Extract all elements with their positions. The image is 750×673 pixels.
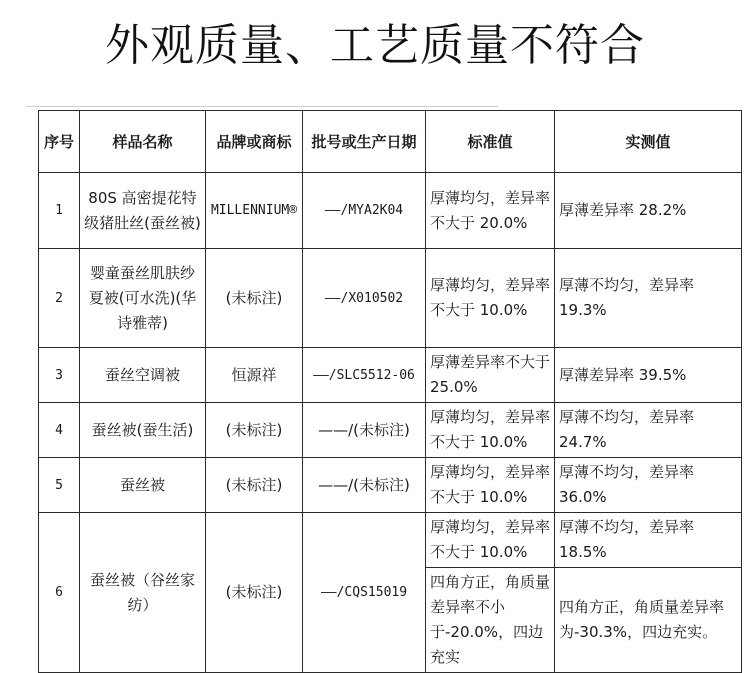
header-brand: 品牌或商标 xyxy=(206,111,303,173)
cell-standard-2: 四角方正，角质量差异率不小于-20.0%，四边充实 xyxy=(426,568,555,673)
cell-name: 蚕丝被(蚕生活) xyxy=(80,403,206,458)
cell-name: 蚕丝被（谷丝家纺） xyxy=(80,513,206,673)
cell-seq: 1 xyxy=(39,173,80,249)
cell-batch: ——/MYA2K04 xyxy=(303,173,426,249)
cell-batch: ——/SLC5512-06 xyxy=(303,348,426,403)
title-divider xyxy=(26,106,498,107)
cell-batch: ——/CQS15019 xyxy=(303,513,426,673)
cell-standard: 厚薄均匀，差异率不大于 10.0% xyxy=(426,513,555,568)
cell-batch: ——/X010502 xyxy=(303,249,426,348)
header-name: 样品名称 xyxy=(80,111,206,173)
cell-standard: 厚薄均匀，差异率不大于 10.0% xyxy=(426,458,555,513)
table-row xyxy=(39,348,742,403)
cell-measured: 厚薄差异率 39.5% xyxy=(555,348,742,403)
cell-brand: 恒源祥 xyxy=(206,348,303,403)
cell-name: 80S 高密提花特级猪肚丝(蚕丝被) xyxy=(80,173,206,249)
cell-measured: 厚薄差异率 28.2% xyxy=(555,173,742,249)
cell-measured: 厚薄不均匀，差异率 24.7% xyxy=(555,403,742,458)
cell-name: 蚕丝空调被 xyxy=(80,348,206,403)
cell-batch: ——/(未标注) xyxy=(303,403,426,458)
cell-brand: (未标注) xyxy=(206,249,303,348)
cell-brand: MILLENNIUM® xyxy=(206,173,303,249)
cell-measured: 厚薄不均匀，差异率 36.0% xyxy=(555,458,742,513)
page-title: 外观质量、工艺质量不符合 xyxy=(105,20,645,71)
cell-seq: 5 xyxy=(39,458,80,513)
cell-measured: 厚薄不均匀，差异率 19.3% xyxy=(555,249,742,348)
cell-seq: 3 xyxy=(39,348,80,403)
table-row xyxy=(39,173,742,249)
cell-seq: 2 xyxy=(39,249,80,348)
cell-standard: 厚薄均匀，差异率不大于 20.0% xyxy=(426,173,555,249)
cell-standard: 厚薄差异率不大于 25.0% xyxy=(426,348,555,403)
cell-standard: 厚薄均匀，差异率不大于 10.0% xyxy=(426,249,555,348)
cell-seq: 4 xyxy=(39,403,80,458)
cell-standard: 厚薄均匀，差异率不大于 10.0% xyxy=(426,403,555,458)
table-header-row xyxy=(39,111,742,173)
cell-measured: 厚薄不均匀，差异率 18.5% xyxy=(555,513,742,568)
table-row xyxy=(39,403,742,458)
cell-batch: ——/(未标注) xyxy=(303,458,426,513)
cell-seq: 6 xyxy=(39,513,80,673)
header-standard: 标准值 xyxy=(426,111,555,173)
header-measured: 实测值 xyxy=(555,111,742,173)
cell-measured-2: 四角方正，角质量差异率为-30.3%，四边充实。 xyxy=(555,568,742,673)
cell-brand: (未标注) xyxy=(206,403,303,458)
cell-brand: (未标注) xyxy=(206,458,303,513)
table-row xyxy=(39,458,742,513)
noncompliance-table xyxy=(38,110,742,673)
table-row xyxy=(39,513,742,568)
cell-name: 蚕丝被 xyxy=(80,458,206,513)
cell-name: 婴童蚕丝肌肤纱夏被(可水洗)(华诗雅蒂) xyxy=(80,249,206,348)
table-row xyxy=(39,249,742,348)
header-seq: 序号 xyxy=(39,111,80,173)
header-batch: 批号或生产日期 xyxy=(303,111,426,173)
cell-brand: (未标注) xyxy=(206,513,303,673)
